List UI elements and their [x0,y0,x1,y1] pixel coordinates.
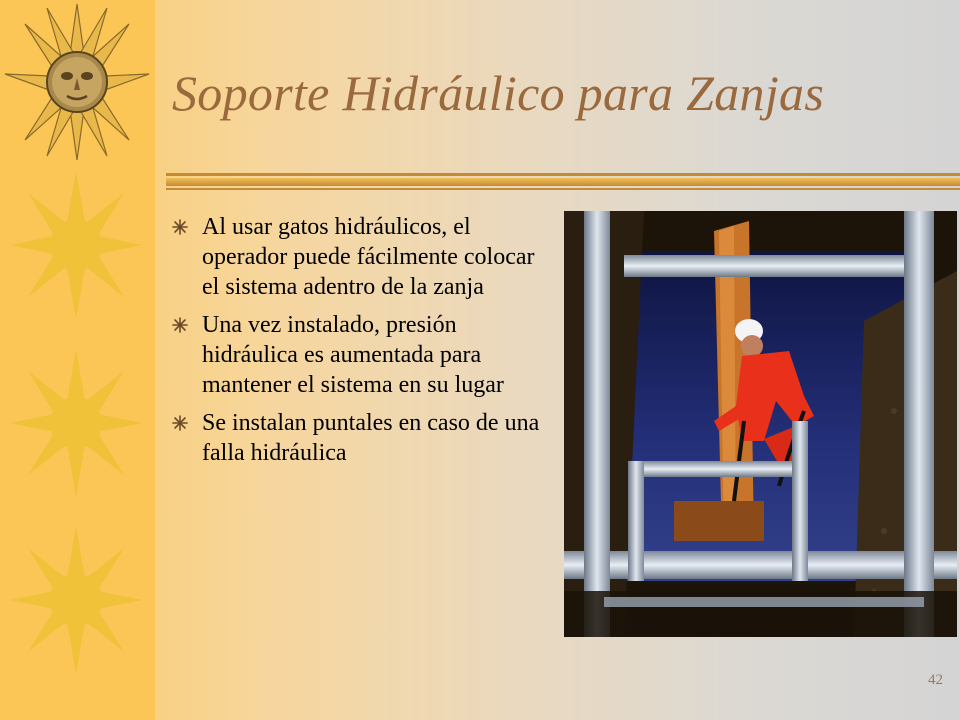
bullet-item [172,310,542,400]
bullet-text: Se instalan puntales en caso de una falla hidráulica [202,410,540,466]
sun-icon [8,525,144,675]
sun-icon [8,348,144,498]
title-divider [166,173,960,191]
sun-face-icon [4,2,150,162]
page-number: 42 [928,672,943,688]
star-asterisk-icon [172,415,188,431]
bullet-list [172,212,542,476]
bullet-text: Al usar gatos hidráulicos, el operador puede fácilmente colocar el sistema adentro de la zanja [202,214,535,300]
bullet-item [172,408,542,468]
star-asterisk-icon [172,219,188,235]
sun-icon [8,170,144,320]
bullet-text: Una vez instalado, presión hidráulica es aumentada para mantener el sistema en su lugar [202,312,504,398]
trench-shoring-photo [564,211,957,637]
bullet-item [172,212,542,302]
star-asterisk-icon [172,317,188,333]
slide-title: Soporte Hidráulico para Zanjas [172,65,825,121]
